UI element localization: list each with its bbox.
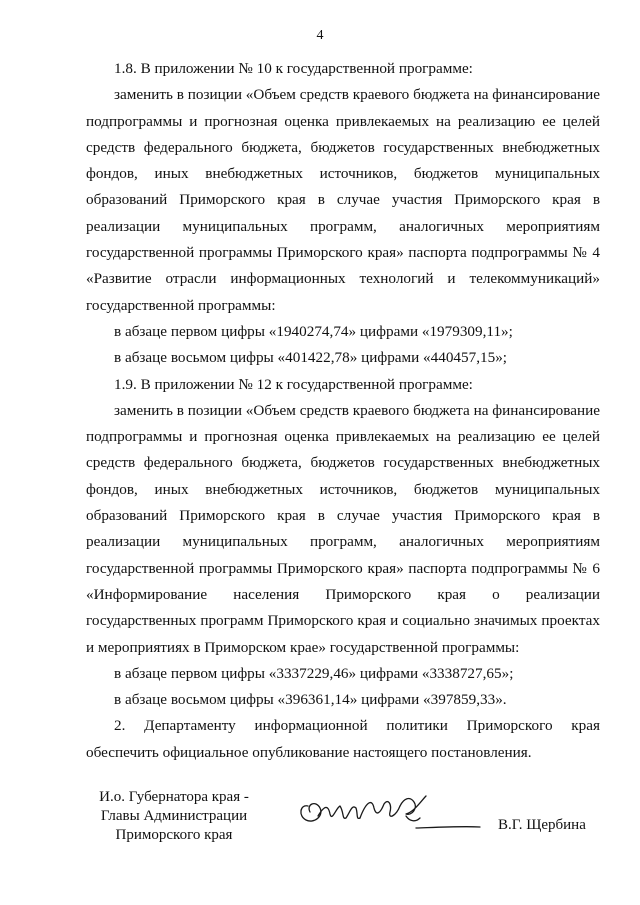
paragraph-1-8-first-abzac: в абзаце первом цифры «1940274,74» цифрами «1979309,11»; <box>114 322 513 340</box>
position-line-2: Главы Администрации <box>100 808 248 824</box>
paragraph-2-publication: 2. Департаменту информационной политики Приморского края обеспечить официальное опубликование настоящего постановления. <box>86 717 600 761</box>
paragraph-1-9-first-abzac: в абзаце первом цифры «3337229,46» цифрами «3338727,65»; <box>114 664 514 682</box>
handwritten-signature-icon <box>294 782 484 842</box>
page-number: 4 <box>316 28 324 43</box>
paragraph-1-8-replace: заменить в позиции «Объем средств краевого бюджета на финансирование подпрограммы и прогнозная оценка привлекаемых на реализацию ее целей средств федерального бюджета, бюджетов государственных внебюджетных фондов, иных внебюджетных источников, бюджетов муниципальных образований Приморского края в случае участия Приморского края в реализации муниципальных программ, аналогичных мероприятиям государственной программы Приморского края» паспорта подпрограммы № 4 «Развитие отрасли информационных технологий и телекоммуникаций» государственной программы: <box>86 86 600 314</box>
signatory-name: В.Г. Щербина <box>498 817 586 833</box>
paragraph-1-9-replace: заменить в позиции «Объем средств краевого бюджета на финансирование подпрограммы и прогнозная оценка привлекаемых на реализацию ее целей средств федерального бюджета, бюджетов государственных внебюджетных фондов, иных внебюджетных источников, бюджетов муниципальных образований Приморского края в случае участия Приморского края в реализации муниципальных программ, аналогичных мероприятиям государственной программы Приморского края» паспорта подпрограммы № 6 «Информирование населения Приморского края о реализации государственных программ Приморского края и социально значимых проектах и мероприятиях в Приморском крае» государственной программы: <box>86 401 600 656</box>
paragraph-1-8-eighth-abzac: в абзаце восьмом цифры «401422,78» цифрами «440457,15»; <box>114 349 508 367</box>
position-line-3: Приморского края <box>115 827 233 843</box>
paragraph-1-9-eighth-abzac: в абзаце восьмом цифры «396361,14» цифрами «397859,33». <box>114 691 507 709</box>
paragraph-1-9-heading: 1.9. В приложении № 12 к государственной программе: <box>114 375 473 393</box>
signatory-position <box>86 788 262 845</box>
paragraph-1-8-heading: 1.8. В приложении № 10 к государственной программе: <box>114 60 473 77</box>
document-body <box>86 56 600 766</box>
position-line-1: И.о. Губернатора края - <box>99 789 249 805</box>
